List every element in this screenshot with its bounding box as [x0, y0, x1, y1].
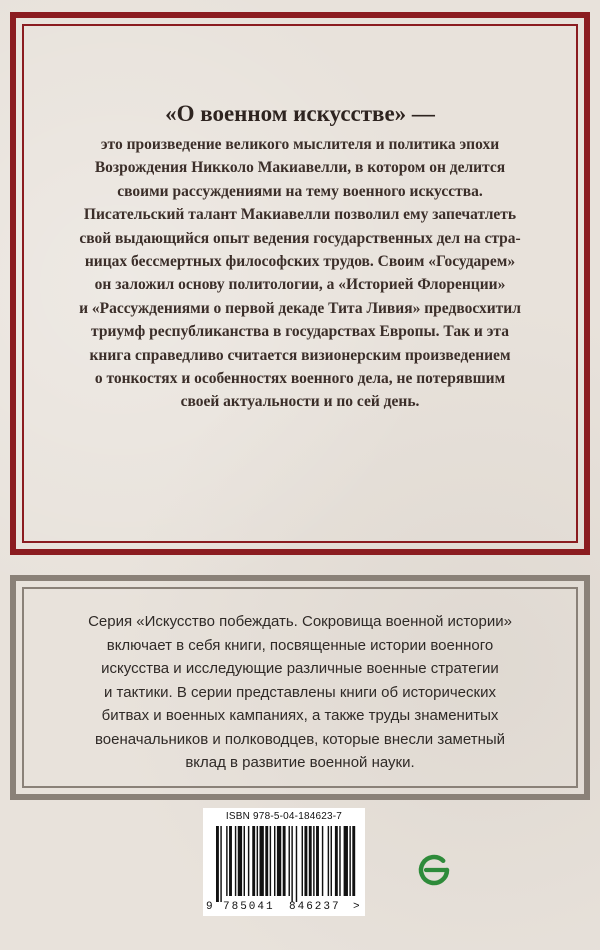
barcode-digit-group-1: 785041 [223, 901, 275, 913]
book-description [42, 100, 558, 414]
barcode-bar [349, 826, 350, 896]
description-line: о тонкостях и особенностях военного дела, не потерявшим [94, 370, 506, 388]
barcode-bar [265, 826, 268, 896]
series-line: и тактики. В серии представлены книги об исторических [104, 683, 496, 701]
description-body [42, 133, 558, 414]
barcode-bar [316, 826, 319, 896]
barcode-bar [277, 826, 281, 896]
barcode-digit-lead: 9 [206, 901, 213, 913]
barcode-bar [274, 826, 275, 896]
isbn-label: ISBN 978-5-04-184623-7 [225, 811, 343, 822]
description-line: триумф республиканства в государствах Европы. Так и эта [91, 323, 509, 341]
series-line: вклад в развитие военной науки. [185, 754, 415, 771]
description-line: и «Рассуждениями о первой декаде Тита Ливия» предвосхитил [79, 299, 521, 317]
description-line: книга справедливо считается визионерским произведением [89, 346, 511, 364]
barcode-bar [270, 826, 271, 896]
description-line: своими рассуждениями на тему военного искусства. [117, 182, 483, 200]
description-line: свой выдающийся опыт ведения государственных дел на стра- [79, 229, 521, 247]
barcode-digit-tail: > [353, 901, 360, 913]
barcode-bar [328, 826, 329, 896]
barcode-bar [248, 826, 249, 896]
barcode-bar [322, 826, 323, 896]
barcode-bar [220, 826, 221, 902]
barcode-bar [252, 826, 255, 896]
series-line: искусства и исследующие различные военные стратегии [101, 660, 499, 677]
barcode-bars-icon [203, 808, 365, 916]
barcode-bar [260, 826, 264, 896]
description-line: своей актуальности и по сей день. [180, 393, 420, 411]
barcode-bar [304, 826, 307, 896]
description-line: Писательский талант Макиавелли позволил ему запечатлеть [83, 206, 517, 224]
barcode-digit-group-2: 846237 [289, 901, 341, 913]
barcode-bar [235, 826, 236, 896]
barcode-bar [244, 826, 245, 896]
barcode-bar [335, 826, 338, 896]
description-line: он заложил основу политологии, а «Историей Флоренции» [94, 276, 506, 294]
series-line: включает в себя книги, посвященные истории военного [106, 636, 494, 654]
barcode-bar [313, 826, 314, 896]
barcode-bar [291, 826, 292, 902]
series-description [36, 610, 564, 775]
barcode-bar [352, 826, 355, 896]
barcode-bar [216, 826, 219, 902]
barcode-bar [226, 826, 227, 896]
barcode-bar [238, 826, 242, 896]
description-line: это произведение великого мыслителя и политика эпохи [100, 136, 500, 153]
description-headline: «О военном искусстве» — [165, 101, 435, 126]
barcode-bar [257, 826, 258, 896]
series-line: битвах и военных кампаниях, а также труды знаменитых [101, 707, 499, 724]
series-line: Серия «Искусство побеждать. Сокровища военной истории» [88, 613, 512, 630]
description-line: Возрождения Никколо Макиавелли, в котором он делится [94, 159, 506, 177]
barcode-bar [344, 826, 348, 896]
barcode-bar [229, 826, 232, 896]
barcode-bar [289, 826, 290, 896]
barcode-bar [302, 826, 303, 896]
isbn-barcode [203, 808, 365, 916]
barcode-bar [296, 826, 297, 902]
barcode-bar [283, 826, 286, 896]
description-line: ницах бессмертных философских трудов. Своим «Государем» [84, 253, 516, 271]
eksmo-logo-icon [417, 853, 451, 887]
barcode-bar [309, 826, 312, 896]
barcode-bar [339, 826, 340, 896]
barcode-bar [331, 826, 332, 896]
series-line: военачальников и полководцев, которые внесли заметный [94, 730, 506, 748]
